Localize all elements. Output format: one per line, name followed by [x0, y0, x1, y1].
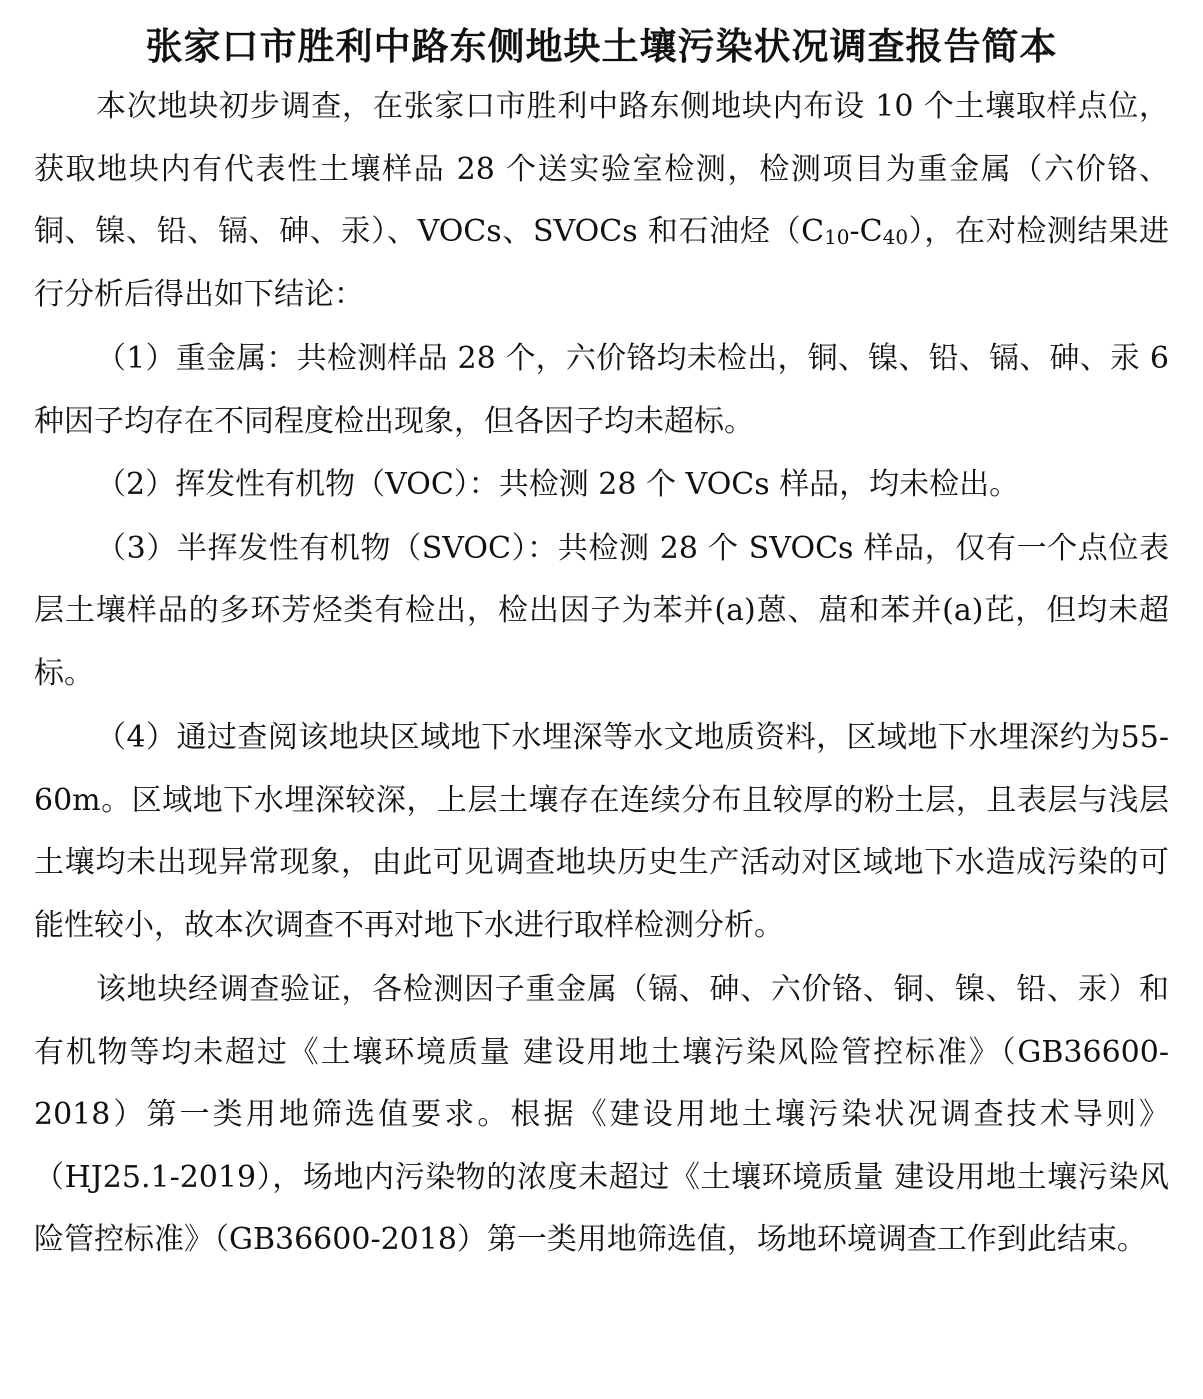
finding-heavy-metals: （1）重金属：共检测样品 28 个，六价铬均未检出，铜、镍、铅、镉、砷、汞 6 种因子均存在不同程度检出现象，但各因子均未超标。: [34, 341, 1169, 439]
finding-svoc: （3）半挥发性有机物（SVOC）：共检测 28 个 SVOCs 样品，仅有一个点位表层土壤样品的多环芳烃类有检出，检出因子为苯并(a)蒽、䓛和苯并(a)芘，但均未超标。: [34, 530, 1169, 691]
intro-text-3: ），在对检测结果进行分析后得出如下结论：: [34, 214, 1169, 312]
finding-voc: （2）挥发性有机物（VOC）：共检测 28 个 VOCs 样品，均未检出。: [96, 467, 1020, 502]
intro-paragraph: [34, 76, 1169, 326]
conclusion-paragraph: 该地块经调查验证，各检测因子重金属（镉、砷、六价铬、铜、镍、铅、汞）和有机物等均未超过《土壤环境质量 建设用地土壤污染风险管控标准》（GB36600-2018）第一类用地筛选值要求。根据《建设用地土壤污染状况调查技术导则》（HJ25.1-2019），场地内污染物的浓度未超过《土壤环境质量 建设用地土壤污染风险管控标准》（GB36600-2018）第一类用地筛选值，场地环境调查工作到此结束。: [34, 972, 1169, 1257]
subscript-40: 40: [882, 225, 909, 249]
subscript-10: 10: [824, 225, 850, 249]
intro-text-2: -C: [849, 214, 883, 249]
finding-groundwater: （4）通过查阅该地块区域地下水埋深等水文地质资料，区域地下水埋深约为55-60m。区域地下水埋深较深，上层土壤存在连续分布且较厚的粉土层，且表层与浅层土壤均未出现异常现象，由此可见调查地块历史生产活动对区域地下水造成污染的可能性较小，故本次调查不再对地下水进行取样检测分析。: [34, 720, 1169, 943]
intro-text-1: 本次地块初步调查，在张家口市胜利中路东侧地块内布设 10 个土壤取样点位，获取地块内有代表性土壤样品 28 个送实验室检测，检测项目为重金属（六价铬、铜、镍、铅、镉、砷、汞）、VOCs、SVOCs 和石油烃（C: [34, 89, 1169, 249]
report-title: 张家口市胜利中路东侧地块土壤污染状况调查报告简本: [145, 25, 1058, 68]
